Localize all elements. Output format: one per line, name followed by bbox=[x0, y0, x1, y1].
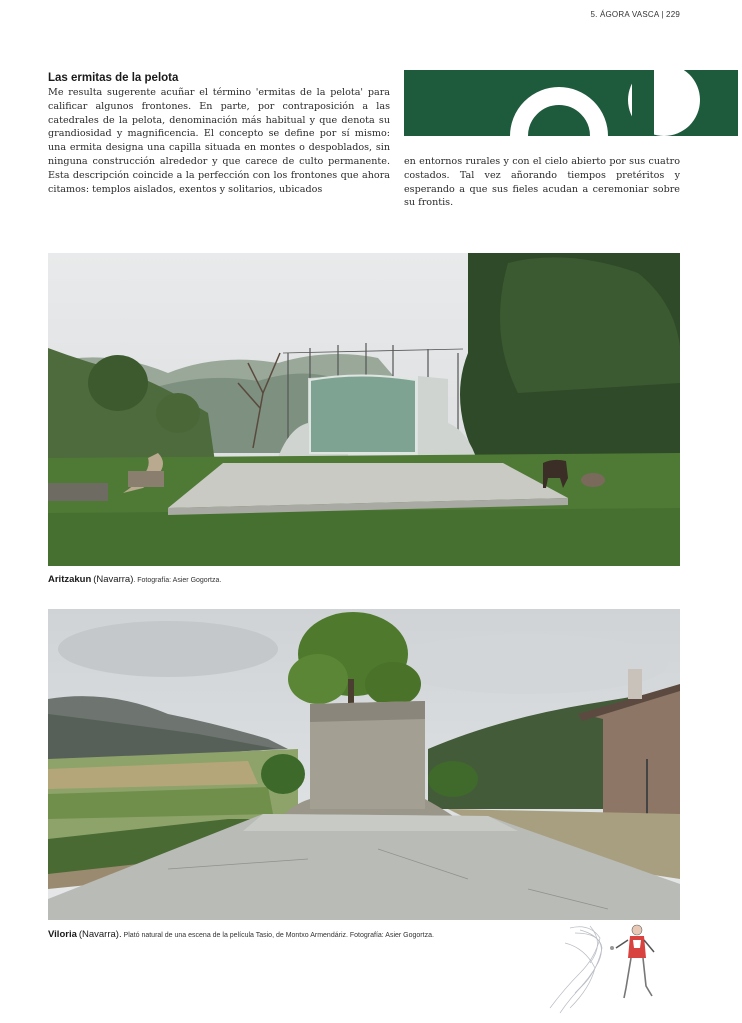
decorative-circles-graphic bbox=[404, 70, 738, 136]
photo-aritzakun bbox=[48, 253, 680, 566]
photo-viloria bbox=[48, 609, 680, 920]
caption-region: (Navarra) bbox=[93, 574, 134, 585]
decorative-green-panel bbox=[404, 70, 738, 136]
caption-aritzakun bbox=[48, 574, 221, 585]
paragraph-right: en entornos rurales y con el cielo abierto por sus cuatro costados. Tal vez añorando tiempos pretéritos y esperando a que sus fieles acudan a ceremoniar sobre su frontis. bbox=[404, 156, 680, 209]
paragraph-left: Me resulta sugerente acuñar el término 'ermitas de la pelota' para calificar algunos frontones. En parte, por contraposición a las catedrales de la pelota, denominación más habitual y que denota su grandiosidad y magnificencia. El concepto se define por sí mismo: una ermita designa una capilla situada en montes o despoblados, sin ninguna construcción alrededor y que carece de culto permanente. Esta descripción coincide a la perfección con los frontones que ahora citamos: templos aislados, exentos y solitarios, ubicados bbox=[48, 87, 390, 195]
caption-place: Viloria bbox=[48, 929, 77, 940]
section-heading: Las ermitas de la pelota bbox=[48, 72, 179, 84]
text-column-left bbox=[48, 72, 390, 196]
caption-region: (Navarra). bbox=[78, 929, 122, 940]
caption-viloria bbox=[48, 929, 434, 940]
caption-credit: . Fotografía: Asier Gogortza. bbox=[133, 577, 222, 584]
running-header: 5. ÁGORA VASCA | 229 bbox=[590, 10, 680, 19]
text-column-right bbox=[404, 155, 680, 210]
caption-credit: Plató natural de una escena de la película Tasio, de Montxo Armendáriz. Fotografía: Asier Gogortza. bbox=[121, 932, 434, 939]
player-sketch-illustration bbox=[540, 918, 680, 1018]
caption-place: Aritzakun bbox=[48, 574, 92, 585]
